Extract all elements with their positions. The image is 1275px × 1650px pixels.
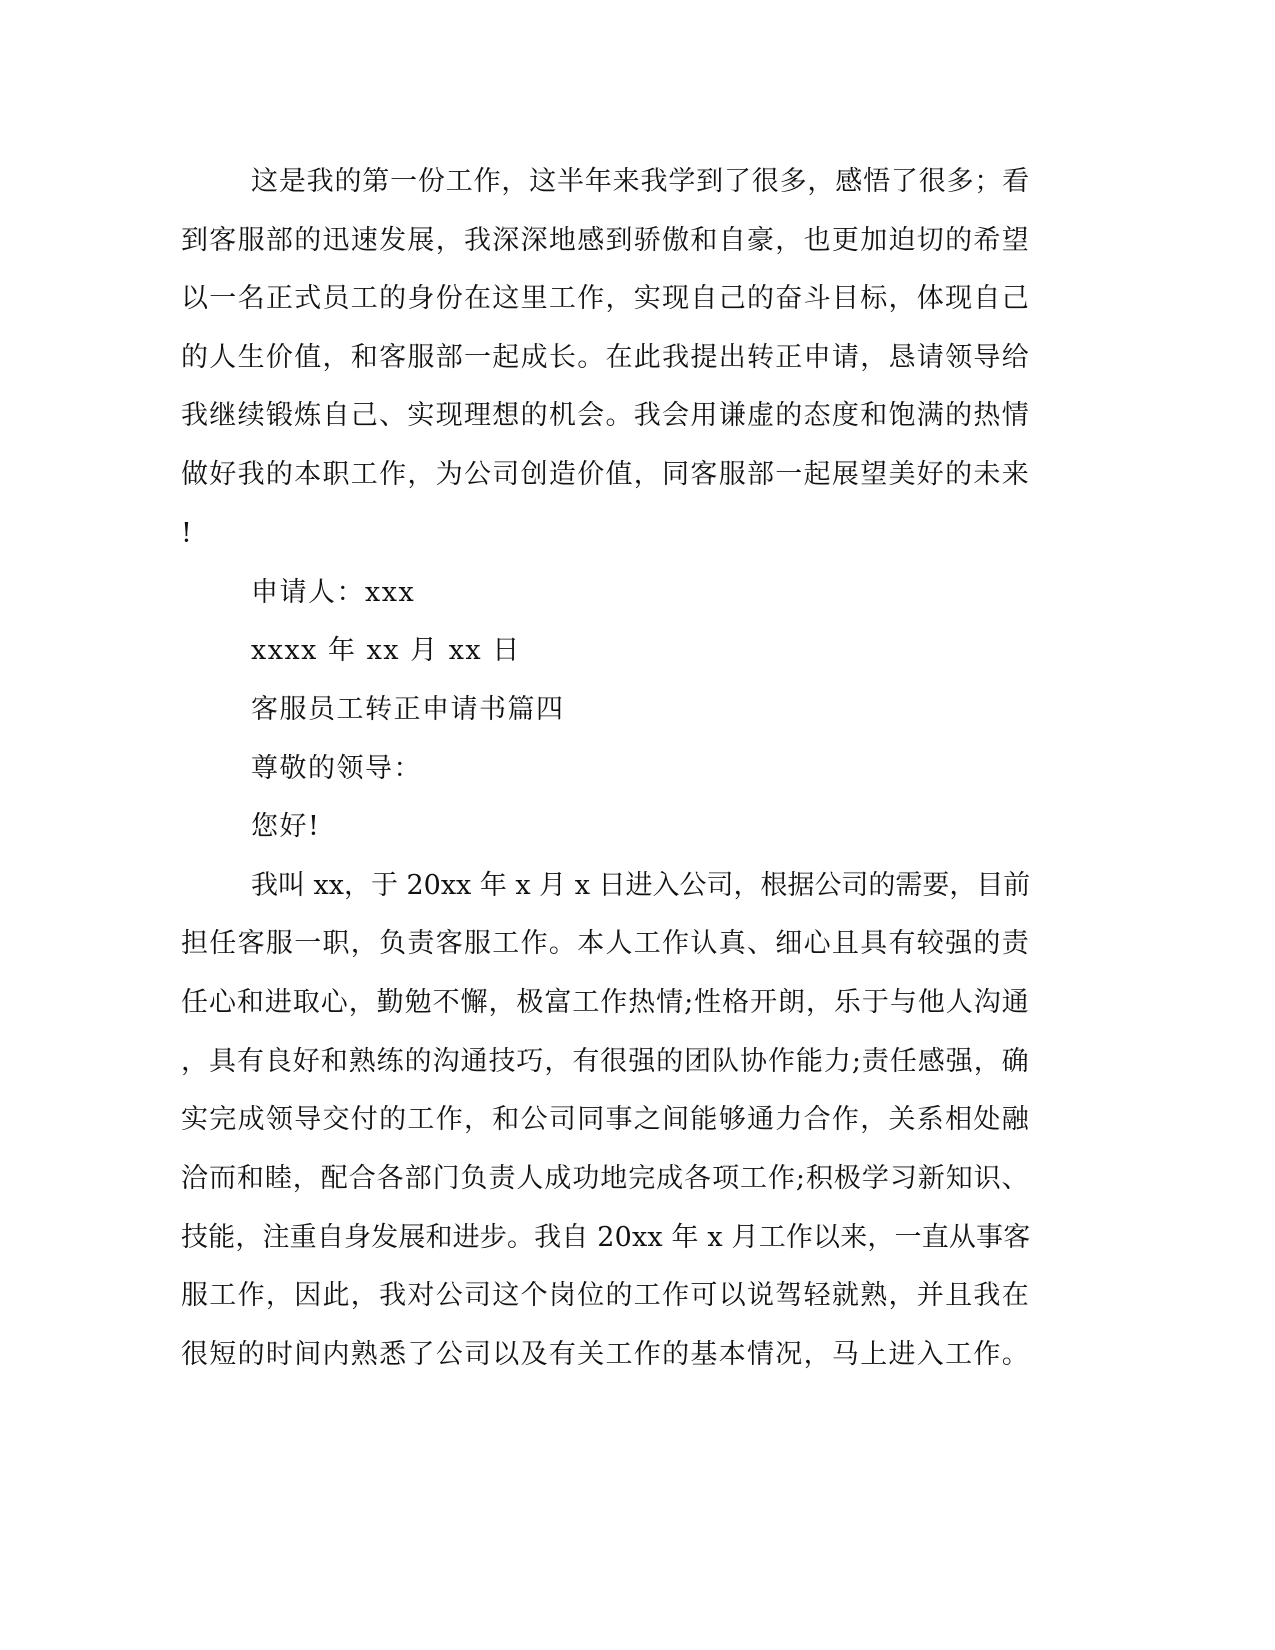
applicant-line: 申请人：xxx <box>251 577 416 608</box>
paragraph-1-line: 做好我的本职工作，为公司创造价值，同客服部一起展望美好的未来 <box>181 459 1030 490</box>
paragraph-2-line: 我叫 xx，于 20xx 年 x 月 x 日进入公司，根据公司的需要，目前 <box>251 870 1031 901</box>
paragraph-2-line: 技能，注重自身发展和进步。我自 20xx 年 x 月工作以来，一直从事客 <box>181 1222 1031 1253</box>
paragraph-2-line: 任心和进取心，勤勉不懈，极富工作热情;性格开朗，乐于与他人沟通 <box>181 987 1030 1018</box>
paragraph-1-line: 这是我的第一份工作，这半年来我学到了很多，感悟了很多；看 <box>251 166 1030 197</box>
paragraph-2-line: 洽而和睦，配合各部门负责人成功地完成各项工作;积极学习新知识、 <box>181 1163 1030 1194</box>
paragraph-1-line: 我继续锻炼自己、实现理想的机会。我会用谦虚的态度和饱满的热情 <box>181 400 1030 431</box>
paragraph-1-line: 到客服部的迅速发展，我深深地感到骄傲和自豪，也更加迫切的希望 <box>181 225 1030 256</box>
paragraph-2-line: 服工作，因此，我对公司这个岗位的工作可以说驾轻就熟，并且我在 <box>181 1280 1030 1311</box>
date-line: xxxx 年 xx 月 xx 日 <box>251 635 521 666</box>
section-title: 客服员工转正申请书篇四 <box>251 694 565 725</box>
paragraph-2-line: 很短的时间内熟悉了公司以及有关工作的基本情况，马上进入工作。 <box>181 1339 1030 1370</box>
salutation: 尊敬的领导： <box>251 753 422 784</box>
paragraph-2-line: 担任客服一职，负责客服工作。本人工作认真、细心且具有较强的责 <box>181 928 1030 959</box>
paragraph-1-line: 的人生价值，和客服部一起成长。在此我提出转正申请，恳请领导给 <box>181 342 1030 373</box>
greeting: 您好! <box>251 811 321 842</box>
paragraph-2-line: 实完成领导交付的工作，和公司同事之间能够通力合作，关系相处融 <box>181 1104 1030 1135</box>
paragraph-1-line: ! <box>181 518 194 549</box>
paragraph-2-line: ，具有良好和熟练的沟通技巧，有很强的团队协作能力;责任感强，确 <box>181 1046 1030 1077</box>
paragraph-1-line: 以一名正式员工的身份在这里工作，实现自己的奋斗目标，体现自己 <box>181 283 1030 314</box>
